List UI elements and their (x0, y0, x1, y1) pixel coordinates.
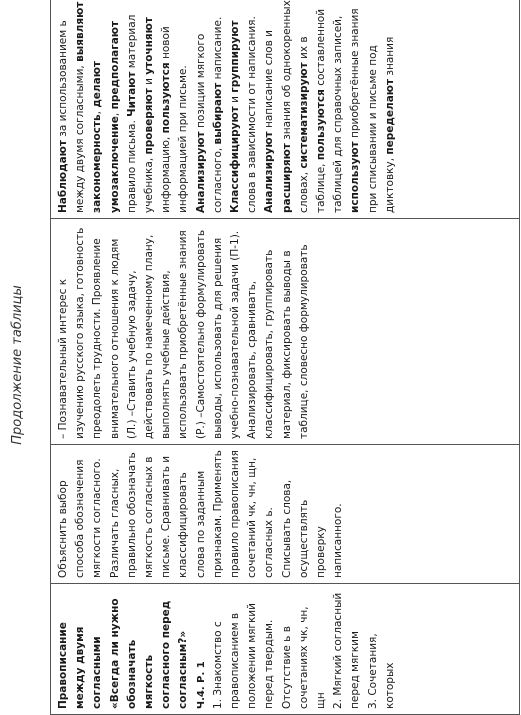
competences-text: – Познавательный интерес к изучению русского языка, готовность преодолеть трудности. Проявление внимательного отношения к людям (Л.) –Ставить учебную задачу, действовать по намеченному плану, выполнять учебные действия, использовать приобретённые знания (Р.) –Самостоятельно формулировать выводы, использовать для решения учебно-познавательной задачи (П-1). Анализировать, сравнивать, классифицировать, группировать материал, фиксировать выводы в таблице, словесно формулировать (57, 227, 310, 439)
action-verb: Классифицируют (229, 106, 242, 213)
action-verb: Читают (125, 71, 138, 117)
competences-cell (51, 219, 520, 445)
action-text: материал учебника, (125, 14, 156, 213)
action-text: , (91, 107, 104, 115)
action-text: и (143, 74, 156, 89)
action-verb: расширяют (280, 143, 293, 213)
topic-item-1: 1. Знакомство с правописанием в положении мягкий перед твердым. Отсутствие ь в сочетаниях чк, чн, щн (211, 603, 328, 709)
action-text: и (229, 92, 242, 107)
student-actions-cell (51, 0, 520, 219)
action-verb: пользуются (315, 89, 328, 161)
action-verb: выбирают (211, 82, 224, 145)
action-text: позиции мягкого согласного, (194, 33, 224, 213)
action-text: знания об однокоренных словах, (280, 0, 310, 213)
action-text: новой информацией при письме. (160, 26, 190, 213)
action-verb: пользуются (160, 62, 173, 134)
action-verb: Анализируют (263, 131, 276, 213)
action-verb: переделают (383, 78, 396, 155)
activities-text: Объяснить выбор способа обозначения мягкости согласного. Различать гласных, правильно обозначать мягкость согласных в письме. Сравнивать и классифицировать слова по заданным признакам. Применять правило правописания сочетаний чк, чн, щн, согласных ь. Списывать слова, осуществлять проверку написанного. (57, 450, 345, 578)
action-verb: группируют (229, 20, 242, 93)
lesson-table (50, 0, 520, 715)
action-verb: Наблюдают (57, 140, 69, 213)
action-text: знания (383, 36, 396, 79)
topic-item-2: 2. Мягкий согласный перед мягким (332, 592, 362, 709)
topic-item-3: 3. Сочетания, которых (366, 633, 396, 709)
topic-title: Правописание между двумя согласными «Всегда ли нужно обозначать мягкость согласного перед согласным?» (57, 598, 190, 709)
action-text: за использованием ь между двумя согласными, (57, 20, 87, 213)
table-row (51, 0, 520, 715)
action-text: приобретённые знания при списывании и письме под диктовку, (349, 8, 396, 213)
activities-cell (51, 445, 520, 584)
action-verb: Анализируют (194, 131, 207, 213)
topic-refs: Ч.4. Р. 1 (195, 661, 207, 709)
action-text: написание слов и (263, 30, 276, 132)
action-text: информацию, (160, 133, 173, 213)
action-text: , (108, 109, 121, 117)
action-text: правило письма. (125, 116, 138, 213)
action-text: написание. (211, 16, 224, 83)
student-actions-text (55, 0, 399, 213)
action-verb: предполагают (108, 20, 121, 110)
continuation-caption: Продолжение таблицы (10, 285, 25, 445)
topic-cell (51, 584, 520, 715)
action-verb: используют (349, 141, 362, 213)
action-verb: уточняют (143, 17, 156, 75)
action-verb: выявляют закономерность (74, 1, 104, 213)
action-text: их в таблице, (297, 36, 328, 213)
action-verb: проверяют (143, 88, 156, 155)
action-text: слова в зависимости от написания. (246, 16, 259, 213)
action-text: составленной таблицей для справочных записей, (315, 8, 345, 213)
action-verb: систематизируют (297, 62, 310, 169)
action-verb: делают умозаключение (91, 61, 121, 213)
